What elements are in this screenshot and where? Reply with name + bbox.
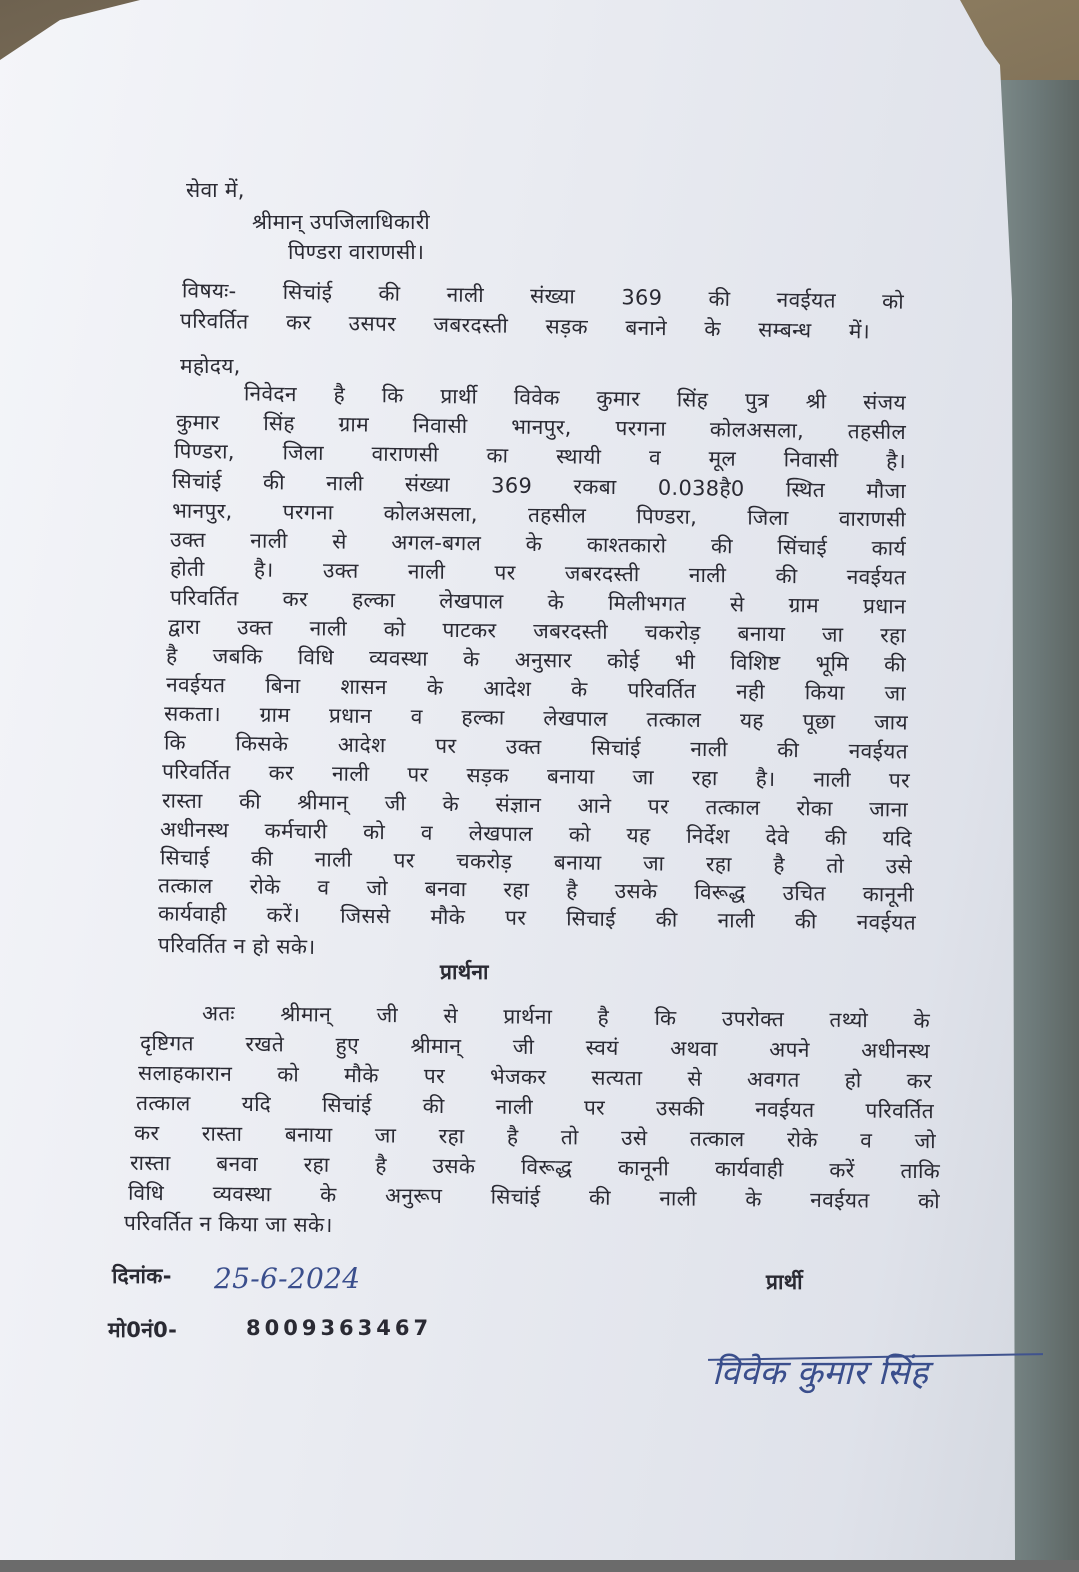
body-line: सिचाई की नाली पर चकरोड़ बनाया जा रहा है तो उसे	[159, 845, 913, 879]
body-line: कुमार सिंह ग्राम निवासी भानपुर, परगना कोलअसला, तहसील	[175, 409, 907, 445]
body-line: रास्ता की श्रीमान् जी के संज्ञान आने पर तत्काल रोका जाना	[161, 788, 909, 822]
date-value: 25-6-2024	[214, 1262, 361, 1295]
body-line: कार्यवाही करें। जिससे मौके पर सिचाई की नाली की नवईयत	[157, 901, 917, 935]
body-line: भानपुर, परगना कोलअसला, तहसील पिण्डरा, जिला वाराणसी	[171, 498, 907, 532]
body-line: परिवर्तित न हो सके।	[157, 933, 316, 959]
date-label: दिनांक-	[112, 1264, 172, 1288]
body-line: परिवर्तित कर नाली पर सड़क बनाया जा रहा है। नाली पर	[161, 759, 911, 793]
prayer-line: अतः श्रीमान् जी से प्रार्थना है कि उपरोक्त तथ्यो के	[201, 1001, 931, 1033]
prayer-line: सलाहकारान को मौके पर भेजकर सत्यता से अवगत हो कर	[137, 1060, 933, 1094]
prayer-line: रास्ता बनवा रहा है उसके विरूद्ध कानूनी कार्यवाही करें ताकि	[129, 1150, 941, 1184]
prayer-line: दृष्टिगत रखते हुए श्रीमान् जी स्वयं अथवा अपने अधीनस्थ	[139, 1030, 931, 1064]
signature: विवेक कुमार सिंह	[712, 1353, 929, 1393]
applicant-label: प्रार्थी	[766, 1270, 803, 1294]
subject-line: परिवर्तित कर उसपर जबरदस्ती सड़क बनाने के सम्बन्ध में।	[179, 308, 871, 344]
body-line: अधीनस्थ कर्मचारी को व लेखपाल को यह निर्देश देवे की यदि	[159, 817, 913, 851]
body-line: होती है। उक्त नाली पर जबरदस्ती नाली की नवईयत	[169, 556, 907, 590]
addressee-title: श्रीमान् उपजिलाधिकारी	[252, 210, 431, 234]
body-line: तत्काल रोके व जो बनवा रहा है उसके विरूद्ध उचित कानूनी	[157, 873, 915, 907]
body-line: है जबकि विधि व्यवस्था के अनुसार कोई भी विशिष्ट भूमि की	[165, 643, 907, 677]
prayer-heading: प्रार्थना	[440, 960, 489, 984]
prayer-line: परिवर्तित न किया जा सके।	[123, 1210, 333, 1238]
salutation-to: सेवा में,	[186, 178, 245, 202]
addressee-location: पिण्डरा वाराणसी।	[288, 240, 425, 264]
mobile-number: 8009363467	[246, 1316, 433, 1340]
body-line: सिचांई की नाली संख्या 369 रकबा 0.038है0 स्थित मौजा	[171, 468, 907, 504]
subject-line: विषयः- सिचांई की नाली संख्या 369 की नवईयत को	[181, 278, 905, 314]
mobile-label: मो0नं0-	[108, 1318, 178, 1342]
prayer-line: कर रास्ता बनाया जा रहा है तो उसे तत्काल रोके व जो	[133, 1120, 937, 1154]
prayer-line: विधि व्यवस्था के अनुरूप सिचांई की नाली के नवईयत को	[127, 1180, 941, 1214]
body-line: पिण्डरा, जिला वाराणसी का स्थायी व मूल निवासी है।	[173, 438, 907, 474]
prayer-line: तत्काल यदि सिचांई की नाली पर उसकी नवईयत परिवर्तित	[135, 1090, 935, 1124]
body-line: कि किसके आदेश पर उक्त सिचांई नाली की नवईयत	[163, 730, 909, 764]
greeting: महोदय,	[180, 354, 241, 378]
body-line: नवईयत बिना शासन के आदेश के परिवर्तित नही किया जा	[165, 672, 907, 706]
body-line: द्वारा उक्त नाली को पाटकर जबरदस्ती चकरोड़ बनाया जा रहा	[167, 614, 907, 648]
body-line: उक्त नाली से अगल-बगल के काश्तकारो की सिंचाई कार्य	[169, 527, 907, 561]
body-line: सकता। ग्राम प्रधान व हल्का लेखपाल तत्काल यह पूछा जाय	[163, 701, 909, 735]
body-line: परिवर्तित कर हल्का लेखपाल के मिलीभगत से ग्राम प्रधान	[169, 585, 907, 619]
body-line: निवेदन है कि प्रार्थी विवेक कुमार सिंह पुत्र श्री संजय	[243, 381, 907, 415]
